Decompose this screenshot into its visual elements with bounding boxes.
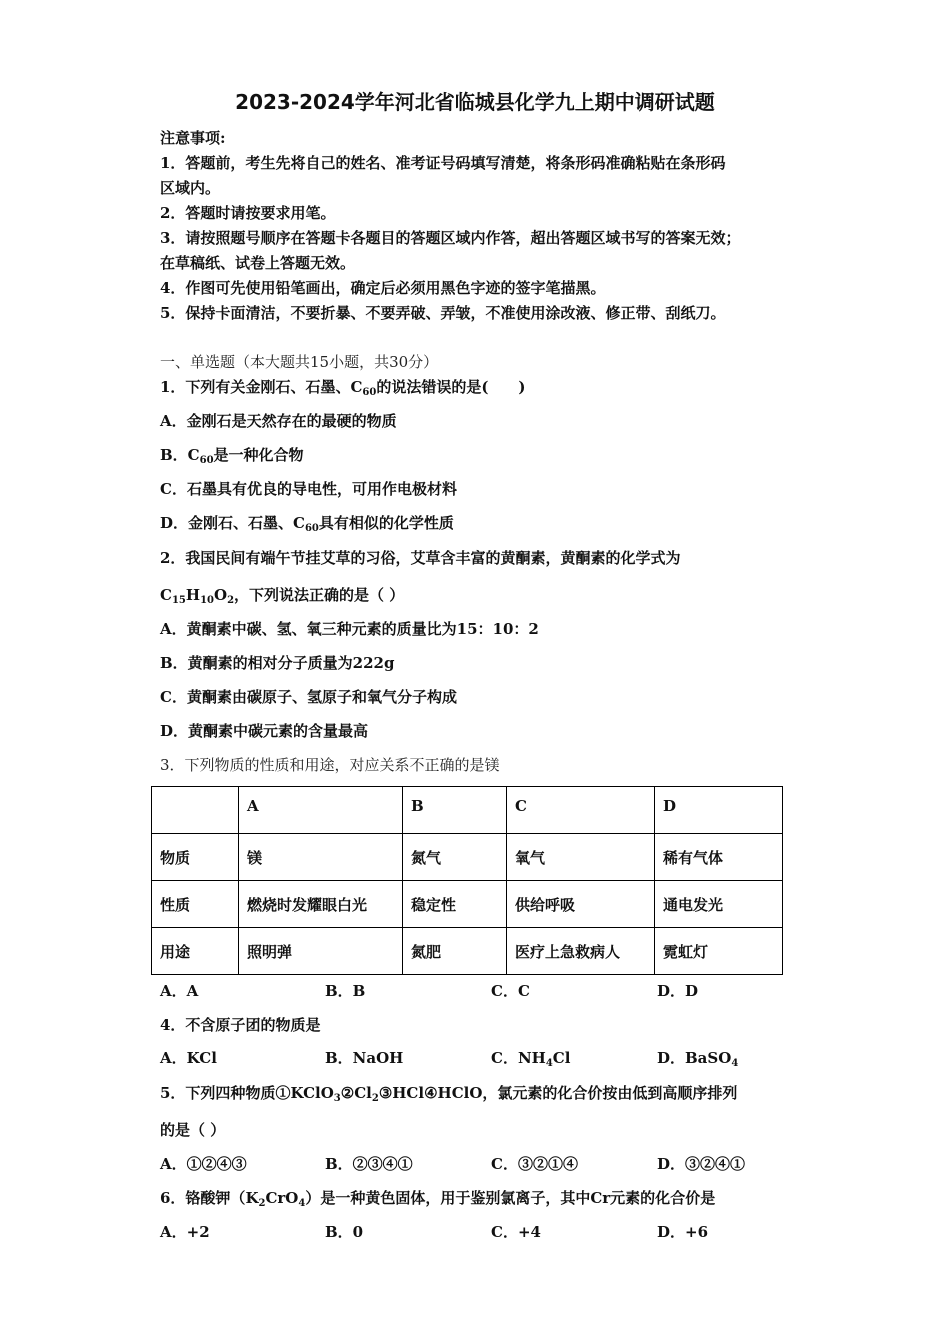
table-cell: 稳定性 [403,881,507,928]
notice-item-1-cont: 区域内。 [160,179,221,197]
q5-stem-cont: 的是（ ） [160,1121,226,1139]
q1-option-c: C．石墨具有优良的导电性，可用作电极材料 [160,480,457,498]
table-row [152,928,783,975]
table-cell: 氧气 [507,834,655,881]
notice-item-4: 4．作图可先使用铅笔画出，确定后必须用黑色字迹的签字笔描黑。 [160,279,606,297]
q2-option-d: D．黄酮素中碳元素的含量最高 [160,722,369,740]
table-cell: 燃烧时发耀眼白光 [239,881,403,928]
notice-item-3: 3．请按照题号顺序在答题卡各题目的答题区域内作答，超出答题区域书写的答案无效； [160,229,741,247]
notice-item-5: 5．保持卡面清洁，不要折暴、不要弄破、弄皱，不准使用涂改液、修正带、刮纸刀。 [160,304,726,322]
q6-option-a: A．+2 [160,1223,210,1241]
table-cell: 性质 [152,881,239,928]
q5-stem: 5．下列四种物质$①KClO_3②Cl_2③HCl④HClO$，氯元素的化合价按由低到高顺序排列 [160,1084,738,1104]
q1-option-d: D．金刚石、石墨、$C_{60}$具有相似的化学性质 [160,514,454,534]
q3-option-b: B．B [325,982,366,1000]
q5-option-d: D．③②④① [657,1155,746,1173]
table-cell: 物质 [152,834,239,881]
q1-option-a: A．金刚石是天然存在的最硬的物质 [160,412,397,430]
table-cell: 霓虹灯 [655,928,783,975]
q5-option-c: C．③②①④ [491,1155,578,1173]
q2-option-b: B．黄酮素的相对分子质量为222g [160,654,395,672]
table-row [152,834,783,881]
table-cell: 通电发光 [655,881,783,928]
table-cell [152,787,239,834]
q4-stem: 4．不含原子团的物质是 [160,1016,321,1034]
q3-option-a: A．A [160,982,199,1000]
table-row [152,881,783,928]
q3-option-c: C．C [491,982,530,1000]
q2-stem: 2．我国民间有端午节挂艾草的习俗，艾草含丰富的黄酮素，黄酮素的化学式为 [160,549,681,567]
q6-option-b: B．0 [325,1223,364,1241]
table-cell: 氮气 [403,834,507,881]
q6-option-c: C．+4 [491,1223,541,1241]
q1-stem: 1．下列有关金刚石、石墨、$C_{60}$的说法错误的是( ) [160,378,526,398]
q3-stem: 3．下列物质的性质和用途，对应关系不正确的是镁 [160,756,500,774]
table-cell: D [655,787,783,834]
q5-option-a: A．①②④③ [160,1155,247,1173]
table-cell: 用途 [152,928,239,975]
q3-option-d: D．D [657,982,699,1000]
section-heading: 一、单选题（本大题共15小题，共30分） [160,353,439,371]
q2-option-a: A．黄酮素中碳、氢、氧三种元素的质量比为15：10：2 [160,620,539,638]
notice-item-1: 1．答题前，考生先将自己的姓名、准考证号码填写清楚，将条形码准确粘贴在条形码 [160,154,726,172]
table-cell: 医疗上急救病人 [507,928,655,975]
table-cell: 供给呼吸 [507,881,655,928]
table-header-row [152,787,783,834]
q4-option-a: A．KCl [160,1049,217,1067]
q3-table [151,786,783,975]
table-cell: 照明弹 [239,928,403,975]
q5-option-b: B．②③④① [325,1155,413,1173]
q6-stem: 6．铬酸钾$(K_2CrO_4)$是一种黄色固体，用于鉴别氯离子，其中Cr元素的化合价是 [160,1189,716,1209]
table-cell: 镁 [239,834,403,881]
page-title: 2023-2024学年河北省临城县化学九上期中调研试题 [235,90,715,114]
table-cell: 氮肥 [403,928,507,975]
q2-option-c: C．黄酮素由碳原子、氢原子和氧气分子构成 [160,688,457,706]
q4-option-d: D．BaSO$_4$ [657,1049,739,1069]
notice-item-3-cont: 在草稿纸、试卷上答题无效。 [160,254,356,272]
table-cell: 稀有气体 [655,834,783,881]
q1-option-b: B．$C_{60}$是一种化合物 [160,446,304,466]
q4-option-b: B．NaOH [325,1049,404,1067]
q2-stem-formula: $C_{15}H_{10}O_2$，下列说法正确的是（ ） [160,586,405,606]
notice-item-2: 2．答题时请按要求用笔。 [160,204,336,222]
q6-option-d: D．+6 [657,1223,709,1241]
table-cell: A [239,787,403,834]
table-cell: B [403,787,507,834]
table-cell: C [507,787,655,834]
notice-heading: 注意事项: [160,129,226,147]
q4-option-c: C．$NH_4Cl$ [491,1049,571,1069]
